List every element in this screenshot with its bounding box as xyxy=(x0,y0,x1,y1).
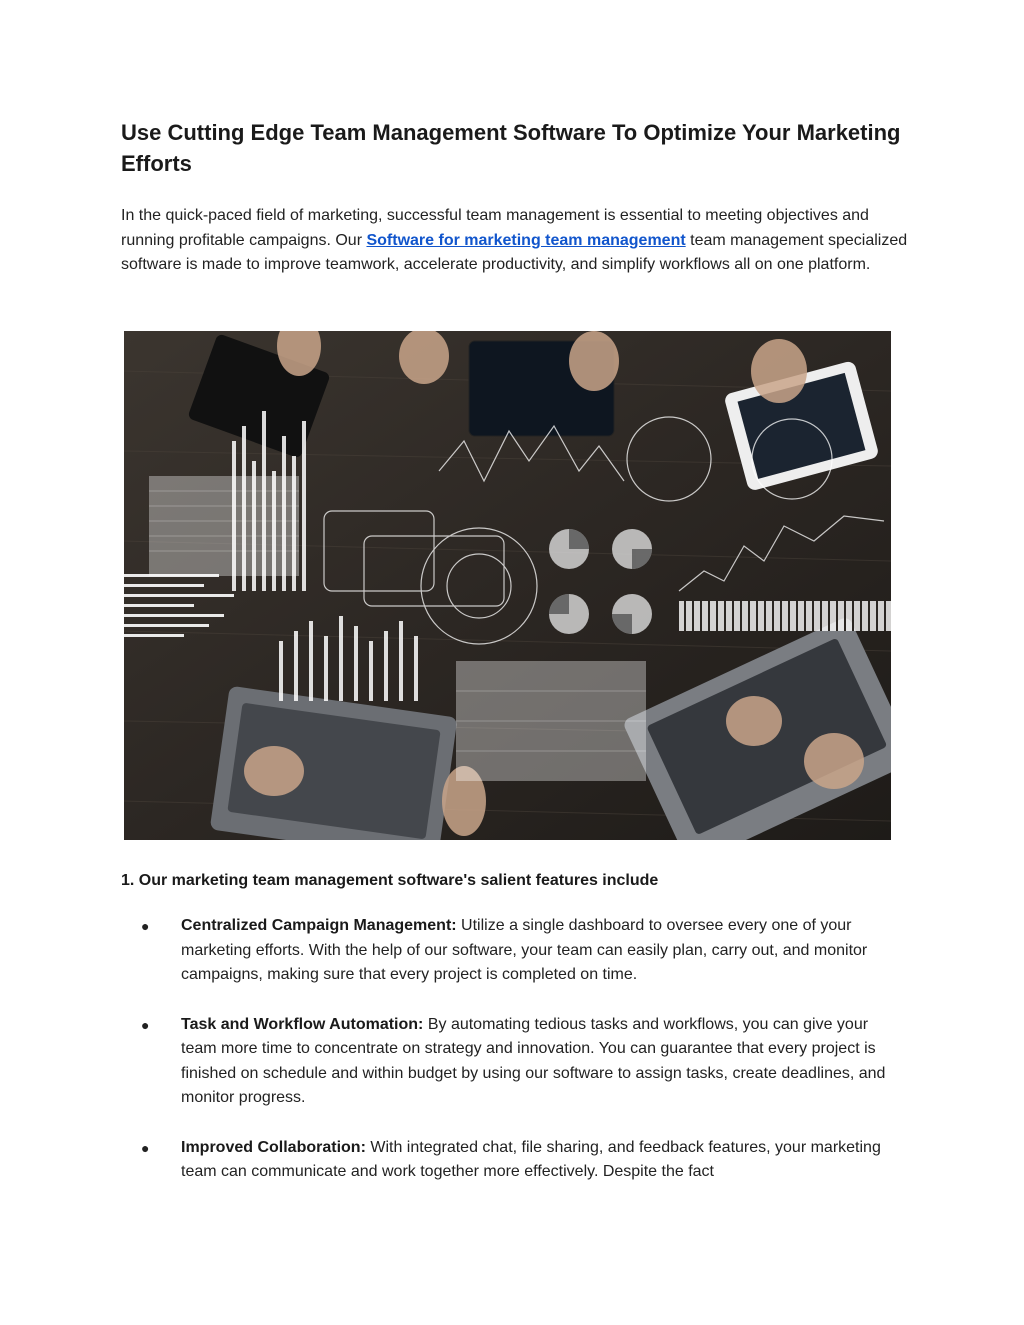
bullet-icon: ● xyxy=(141,1016,150,1033)
business-analytics-photo-icon xyxy=(124,331,891,840)
list-item xyxy=(121,914,901,988)
feature-title: Improved Collaboration: xyxy=(181,1138,366,1156)
list-item xyxy=(121,1136,901,1185)
analytics-hero-image xyxy=(124,331,891,840)
intro-paragraph xyxy=(121,204,911,278)
feature-text: Utilize a single dashboard to oversee every one of your marketing efforts. With the help of our software, your team can easily plan, carry out, and monitor campaigns, making sure that every project is completed on time. xyxy=(181,917,868,983)
features-list xyxy=(121,914,901,1210)
list-item xyxy=(121,1013,901,1111)
feature-title: Task and Workflow Automation: xyxy=(181,1015,424,1033)
bullet-icon: ● xyxy=(141,1139,150,1156)
page-title: Use Cutting Edge Team Management Software To Optimize Your Marketing Efforts xyxy=(121,120,901,176)
intro-text-after: team management specialized software is made to improve teamwork, accelerate productivity, and simplify workflows all on one platform. xyxy=(121,231,908,273)
feature-text: With integrated chat, file sharing, and feedback features, your marketing team can communicate and work together more effectively. Despite the fact xyxy=(181,1138,881,1180)
feature-text: By automating tedious tasks and workflows, you can give your team more time to concentrate on strategy and innovation. You can guarantee that every project is finished on schedule and within budget by using our software to assign tasks, create deadlines, and monitor progress. xyxy=(181,1015,886,1106)
features-heading: 1. Our marketing team management software's salient features include xyxy=(121,872,659,889)
marketing-software-link[interactable]: Software for marketing team management xyxy=(366,231,686,249)
intro-text-before: In the quick-paced field of marketing, successful team management is essential to meeting objectives and running profitable campaigns. Our xyxy=(121,207,869,249)
feature-title: Centralized Campaign Management: xyxy=(181,917,457,934)
bullet-icon: ● xyxy=(141,918,150,934)
